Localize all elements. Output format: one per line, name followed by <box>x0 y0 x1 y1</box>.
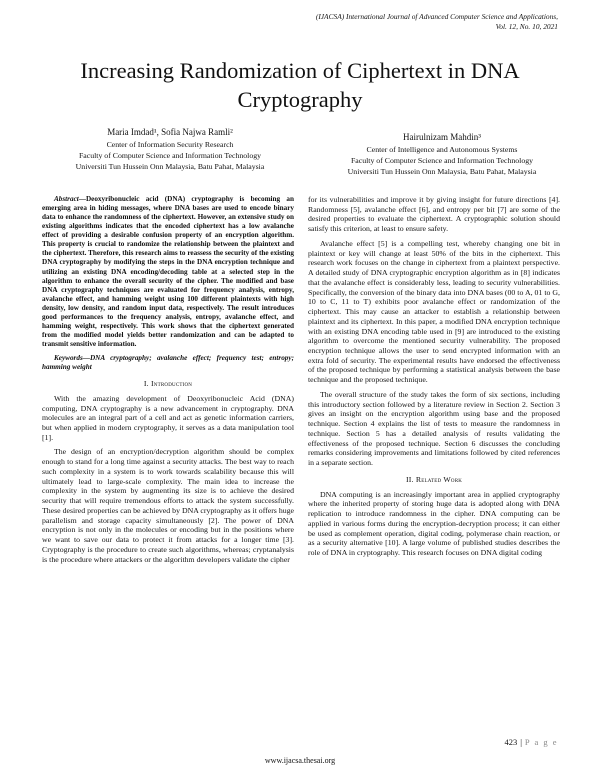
paragraph: DNA computing is an increasingly important area in applied cryptography where the inherited property of storing huge data is adopted along with DNA replication to introduce randomness in the cipher. DNA computing can be applied in various forms during the encryption-decryption process; it can either be used as complement operation, digital coding, polymerase chain reaction, or as a security alternative [10]. A large volume of published studies describes the role of DNA in cryptography. This research focuses on DNA digital coding <box>308 489 560 557</box>
footer-url: www.ijacsa.thesai.org <box>264 756 336 765</box>
author-block-1 <box>40 126 300 173</box>
left-column <box>42 195 294 569</box>
paragraph: for its vulnerabilities and improve it by giving insight for future directions [4]. Randomness [5], avalanche effect [6], and entropy per bit [7] are some of the desired properties to evaluate the ciphertext. A cryptographic solution should satisfy this criterion, at least to ensure safety. <box>308 195 560 234</box>
journal-header <box>316 12 558 31</box>
paragraph: The design of an encryption/decryption algorithm should be complex enough to stand for a long time against a security attacks. The best way to reach such complexity in a system is to work towards scalability because this will ultimately lead to large-scale complexity. The main idea to increase the complexity in the system by augmenting its size is to achieve the desired security that will require tremendous efforts to attack the system successfully. These desired properties can be achieved by DNA cryptography as it offers huge parallelism and storage capacity simultaneously [2]. The power of DNA encryption is not only in the molecules or encoding but in the positions where we want to save our data to protect it from attacks for a longer time [3]. Cryptography is the procedure to create such algorithms, whereas; cryptanalysis is the procedure where attackers or the algorithm developers validate the cipher <box>42 447 294 564</box>
journal-volume: Vol. 12, No. 10, 2021 <box>495 21 558 31</box>
paragraph: With the amazing development of Deoxyribonucleic Acid (DNA) computing, DNA cryptography is a new advancement in cryptography. DNA molecules are an integral part of a cell and act as genetic information carriers, but when applied in modern cryptography, it serves as a data manipulation tool [1]. <box>42 393 294 442</box>
paper-title: Increasing Randomization of Ciphertext in DNA Cryptography <box>80 58 520 113</box>
page-number <box>504 737 558 747</box>
page-label: P a g e <box>524 737 558 747</box>
abstract-text: Deoxyribonucleic acid (DNA) cryptography is becoming an emerging area in hiding messages, where DNA bases are used to encode binary data to enhance the randomness of the ciphertext. However, an extensive study on existing algorithms indicates that the encoded ciphertext has a low avalanche effect of providing a desirable confusion property of an encryption algorithm. This property is crucial to randomize the relationship between the plaintext and the ciphertext. Therefore, this research aims to reassess the security of the existing DNA cryptography by modifying the steps in the DNA encryption technique and utilizing an existing DNA encoding/decoding table at a selected step in the algorithm to enhance the overall security of the cipher. The modified and base DNA cryptography techniques are evaluated for frequency analysis, entropy, avalanche effect, and hamming weight using 100 different plaintexts with high density, low density, and random input data, respectively. The result introduces good performances to the frequency analysis, entropy, avalanche effect, and hamming weight, respectively. This work shows that the ciphertext generated from the modified model yields better randomization and can be adapted to transmit sensitive information. <box>42 195 294 348</box>
section-heading-related-work: II. Related Work <box>405 474 463 484</box>
paragraph: The overall structure of the study takes the form of six sections, including this introductory section followed by a literature review in Section 2. Section 3 gives an insight on the encryption algorithm using base and the proposed technique. Section 4 explains the list of tests to measure the randomness in technique. Section 5 has a detailed analysis of results validating the effectiveness of the proposed technique. Section 6 discusses the concluding remarks considering improvements and limitations followed by cited references in a separate section. <box>308 389 560 468</box>
right-column <box>308 195 560 563</box>
page-separator: | <box>520 737 522 747</box>
journal-name: (IJACSA) International Journal of Advanced Computer Science and Applications, <box>315 12 558 21</box>
author-affiliation-faculty: Faculty of Computer Science and Information Technology <box>78 151 262 161</box>
paragraph: Avalanche effect [5] is a compelling test, whereby changing one bit in plaintext or key will change at least 50% of the bits in the ciphertext. This research work focuses on the change in ciphertext from a plaintext perspective. A detailed study of DNA cryptographic encryption algorithm as in [8] indicates that the avalanche effect is considerably less, leading to security vulnerabilities. Specifically, the conversion of the binary data into DNA bases (00 to A, 01 to G, 10 to C, 11 to T) exhibits poor avalanche effect or randomization of the ciphertext. This may cause an attacker to establish a relationship between plaintext and its ciphertext. In this paper, a modified DNA encryption technique with an existing DNA encoding table used in [9] are introduced to the existing algorithm to overcome the mentioned security vulnerability. The proposed encryption technique allows the user to send encrypted information with an extra fold of security. The experimental results have endorsed the effectiveness of the proposed technique by performing a statistical analysis between the base technique and the proposed technique. <box>308 238 560 385</box>
abstract-label: Abstract— <box>54 195 86 203</box>
abstract <box>42 195 294 349</box>
author-affiliation-center: Center of Information Security Research <box>106 140 234 150</box>
author-affiliation-university: Universiti Tun Hussein Onn Malaysia, Batu Pahat, Malaysia <box>347 166 537 176</box>
author-names: Maria Imdad¹, Sofia Najwa Ramli² <box>107 127 233 137</box>
author-affiliation-university: Universiti Tun Hussein Onn Malaysia, Batu Pahat, Malaysia <box>75 161 265 171</box>
page-number-value: 423 <box>504 737 518 747</box>
keywords: Keywords—DNA cryptography; avalanche effect; frequency test; entropy; hamming weight <box>42 354 294 372</box>
author-affiliation-center: Center of Intelligence and Autonomous Systems <box>366 145 518 155</box>
author-affiliation-faculty: Faculty of Computer Science and Information Technology <box>350 156 534 166</box>
author-names: Hairulnizam Mahdin³ <box>403 132 481 142</box>
author-block-2 <box>312 131 572 178</box>
section-heading-introduction: I. Introduction <box>143 379 193 389</box>
